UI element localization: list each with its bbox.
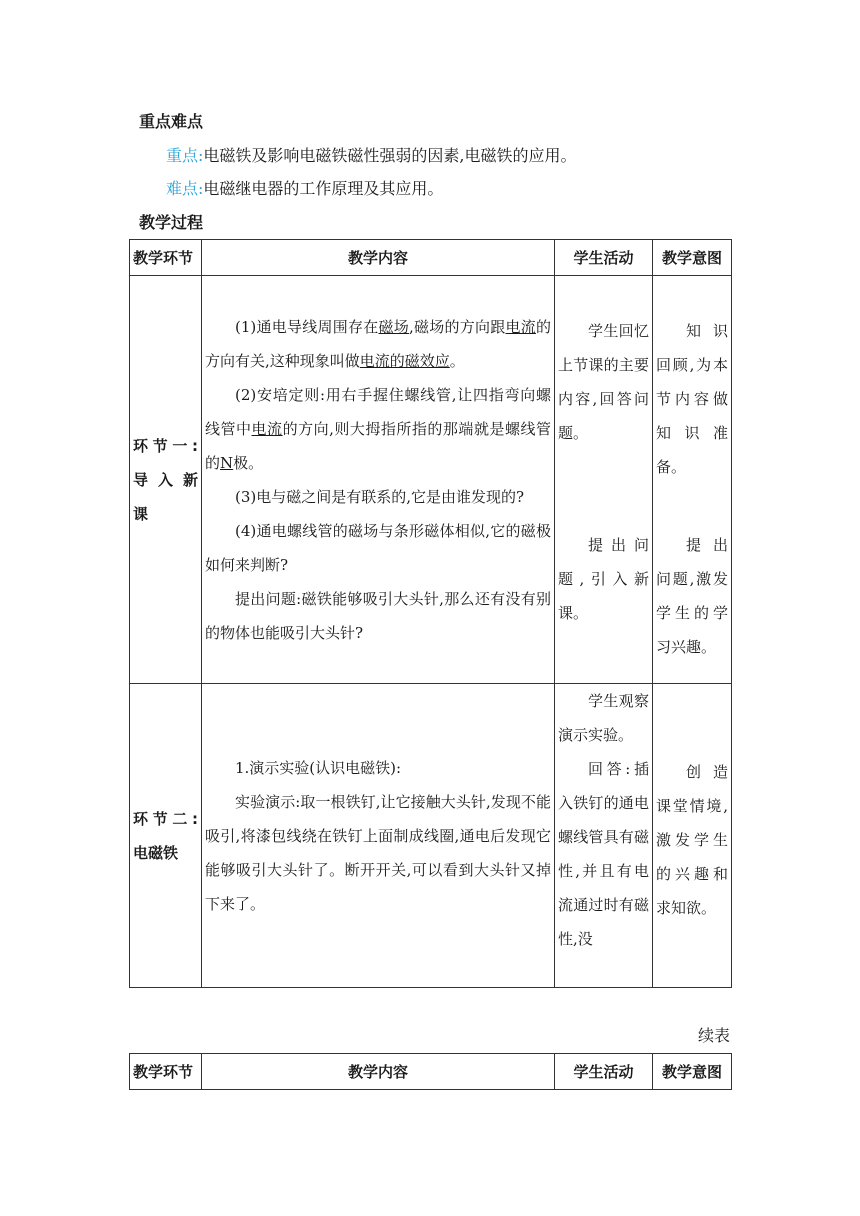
content-paragraph: 实验演示:取一根铁钉,让它接触大头针,发现不能吸引,将漆包线绕在铁钉上面制成线圈,通电后发现它能够吸引大头针了。断开开关,可以看到大头针又掉下来了。 [205, 792, 551, 913]
focus-label: 重点: [166, 146, 204, 165]
content-cell [202, 276, 555, 684]
activity-paragraph: 提出问题,引入新课。 [558, 536, 649, 622]
difficulty-label: 难点: [166, 179, 204, 198]
intent-cell [653, 684, 732, 988]
table-header-row [130, 240, 732, 276]
stage-line: 电磁铁 [133, 843, 179, 862]
stage-line: 环节二: [133, 809, 198, 828]
continued-label: 续表 [697, 1026, 730, 1045]
activity-paragraph: 回答:插入铁钉的通电螺线管具有磁性,并且有电流通过时有磁性,没 [558, 760, 649, 948]
key-point-focus [166, 145, 577, 167]
header-content: 教学内容 [202, 240, 555, 276]
header-activity: 学生活动 [555, 1054, 653, 1090]
activity-cell [555, 684, 653, 988]
lesson-table [129, 239, 732, 988]
content-paragraph: 1.演示实验(认识电磁铁): [235, 758, 402, 777]
table-row [130, 276, 732, 684]
header-activity: 学生活动 [555, 240, 653, 276]
content-paragraph: (3)电与磁之间是有联系的,它是由谁发现的? [235, 487, 525, 506]
content-cell [202, 684, 555, 988]
header-stage: 教学环节 [130, 1054, 202, 1090]
focus-text: 电磁铁及影响电磁铁磁性强弱的因素,电磁铁的应用。 [203, 146, 577, 165]
header-intent: 教学意图 [653, 240, 732, 276]
content-paragraph: (1)通电导线周围存在磁场,磁场的方向跟电流的方向有关,这种现象叫做电流的磁效应。 [205, 317, 551, 370]
stage-line: 环节一: [133, 436, 198, 455]
stage-line: 课 [133, 504, 149, 523]
section-heading-process: 教学过程 [139, 213, 204, 232]
intent-paragraph: 提出问题,激发学生的学习兴趣。 [656, 536, 728, 656]
activity-paragraph: 学生回忆上节课的主要内容,回答问题。 [558, 322, 649, 442]
intent-cell [653, 276, 732, 684]
activity-paragraph: 学生观察演示实验。 [558, 692, 649, 744]
table-header-row [130, 1054, 732, 1090]
content-paragraph: (4)通电螺线管的磁场与条形磁体相似,它的磁极如何来判断? [205, 521, 551, 574]
activity-cell [555, 276, 653, 684]
key-point-difficulty [166, 178, 443, 200]
section-heading-key-points: 重点难点 [139, 112, 204, 131]
header-stage: 教学环节 [130, 240, 202, 276]
table-row [130, 684, 732, 988]
content-paragraph: 提出问题:磁铁能够吸引大头针,那么还有没有别的物体也能吸引大头针? [205, 589, 551, 642]
continued-table [129, 1053, 732, 1090]
intent-paragraph: 创造课堂情境,激发学生的兴趣和求知欲。 [656, 762, 728, 917]
header-content: 教学内容 [202, 1054, 555, 1090]
stage-line: 导入新 [133, 470, 198, 489]
stage-cell [130, 684, 202, 988]
header-intent: 教学意图 [653, 1054, 732, 1090]
stage-cell [130, 276, 202, 684]
intent-paragraph: 知识回顾,为本节内容做知识准备。 [656, 322, 728, 476]
difficulty-text: 电磁继电器的工作原理及其应用。 [203, 179, 444, 198]
content-paragraph: (2)安培定则:用右手握住螺线管,让四指弯向螺线管中电流的方向,则大拇指所指的那端就是螺线管的N极。 [205, 385, 551, 472]
